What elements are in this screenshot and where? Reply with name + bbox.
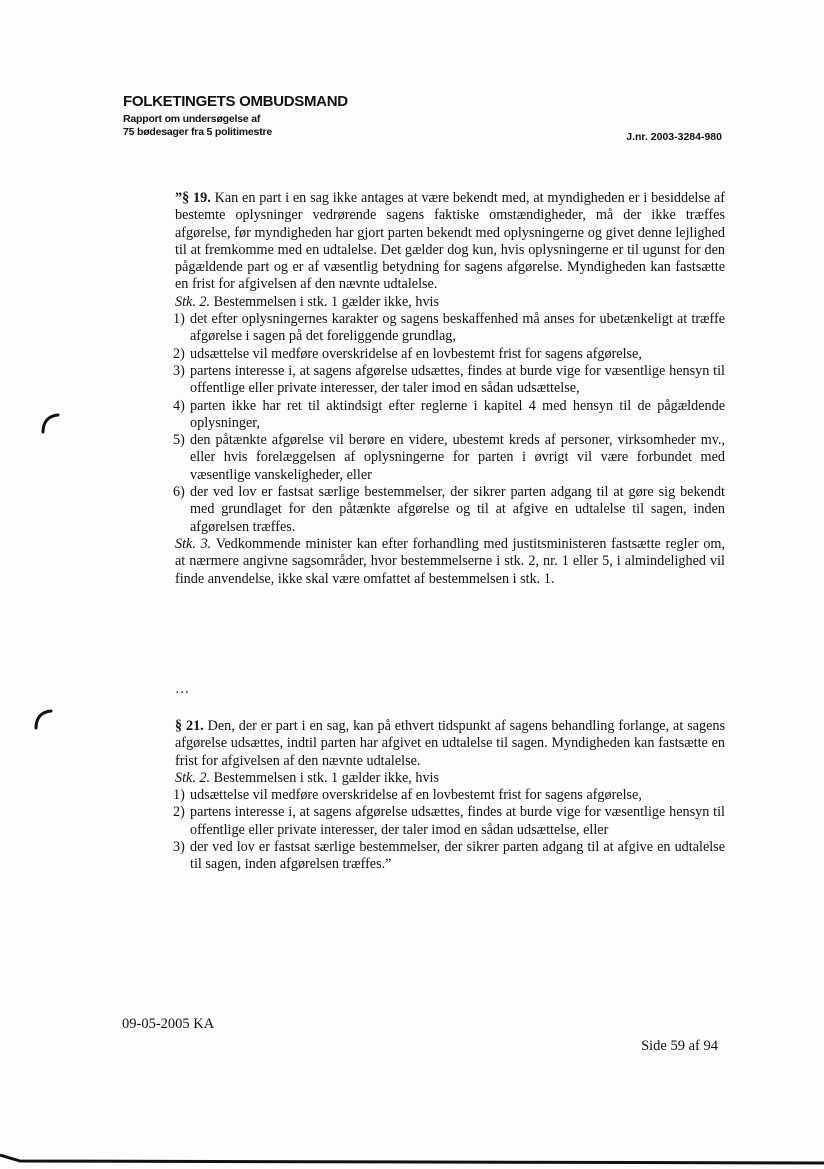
footer-page-number: Side 59 af 94: [641, 1038, 718, 1054]
section-21-heading: § 21.: [175, 718, 204, 734]
list-item: [173, 787, 725, 804]
list-item-text: partens interesse i, at sagens afgørelse udsættes, findes at burde vige for væsentlige hensyn til offentlige eller private interesser, der taler imod en sådan udsættelse,: [190, 362, 725, 397]
stk2-label: Stk. 2.: [175, 293, 211, 310]
list-item: [173, 804, 725, 839]
stk3-label: Stk. 3.: [175, 535, 212, 552]
margin-bracket-mark-icon: [33, 708, 55, 730]
section-19: [175, 190, 725, 588]
list-item-text: der ved lov er fastsat særlige bestemmelser, der sikrer parten adgang til at gøre sig bekendt med grundlaget for den påtænkte afgørelse og til at afgive en udtalelse til sagen, inden afgørelsen træffes.: [190, 484, 725, 535]
list-item-number: 1): [173, 787, 185, 804]
list-item: [173, 311, 725, 346]
section-21-stk2: [175, 770, 725, 787]
list-item-number: 6): [173, 484, 185, 501]
section-19-text: Kan en part i en sag ikke antages at være bekendt med, at myndigheden er i besiddelse af bestemte oplysninger vedrørende sagens faktiske omstændigheder, må der ikke træffes afgørelse, før myndigheden har gjort parten bekendt med oplysningerne og givet denne lejlighed til at fremkomme med en udtalelse. Det gælder dog kun, hvis oplysningerne er til ugunst for den pågældende part og er af væsentlig betydning for sagens afgørelse. Myndigheden kan fastsætte en frist for afgivelsen af den nævnte udtalelse.: [175, 190, 726, 293]
list-item-number: 4): [173, 397, 185, 414]
section-19-heading: ”§ 19.: [175, 190, 211, 206]
list-item-text: partens interesse i, at sagens afgørelse udsættes, findes at burde vige for væsentlige hensyn til offentlige eller private interesser, der taler imod en sådan udsættelse, eller: [190, 804, 725, 838]
ellipsis: …: [175, 681, 190, 697]
list-item-text: parten ikke har ret til aktindsigt efter reglerne i kapitel 4 med hensyn til de pågældende oplysninger,: [190, 397, 725, 431]
list-item-text: udsættelse vil medføre overskridelse af en lovbestemt frist for sagens afgørelse,: [190, 787, 642, 804]
list-item-text: den påtænkte afgørelse vil berøre en videre, ubestemt kreds af personer, virksomheder mv., eller hvis forelæggelsen af oplysningerne for parten i øvrigt vil være forbundet med væsentlige vanskeligheder, eller: [190, 432, 725, 483]
section-21-paragraph: [175, 718, 725, 770]
list-item-number: 3): [173, 362, 185, 379]
list-item: [173, 839, 725, 874]
list-item: [173, 363, 725, 398]
list-item: [173, 432, 725, 484]
header-subtitle-line1: Rapport om undersøgelse af: [123, 113, 261, 125]
list-item-text: det efter oplysningernes karakter og sagens beskaffenhed må anses for ubetænkeligt at træffe afgørelse i sagen på det foreliggende grundlag,: [190, 311, 725, 345]
scan-edge-line: [0, 1153, 824, 1169]
list-item-number: 1): [173, 311, 185, 328]
list-item-text: udsættelse vil medføre overskridelse af en lovbestemt frist for sagens afgørelse,: [190, 345, 642, 362]
journal-number: J.nr. 2003-3284-980: [626, 131, 722, 143]
list-item-text: der ved lov er fastsat særlige bestemmelser, der sikrer parten adgang til at afgive en udtalelse til sagen, inden afgørelsen træffes.”: [190, 839, 725, 873]
section-19-stk2: [175, 294, 725, 311]
stk3-text: Vedkommende minister kan efter forhandling med justitsministeren fastsætte regler om, at nærmere angivne sagsområder, hvor bestemmelserne i stk. 2, nr. 1 eller 5, i almindelighed vil finde anvendelse, ikke skal være omfattet af bestemmelsen i stk. 1.: [175, 535, 725, 587]
stk2-text: Bestemmelsen i stk. 1 gælder ikke, hvis: [213, 769, 440, 786]
list-item-number: 2): [173, 804, 185, 821]
stk2-text: Bestemmelsen i stk. 1 gælder ikke, hvis: [213, 293, 440, 310]
section-21: [175, 718, 725, 874]
list-item: [173, 398, 725, 433]
margin-bracket-mark-icon: [40, 412, 62, 434]
list-item-number: 2): [173, 345, 185, 362]
list-item-number: 3): [173, 839, 185, 856]
header-subtitle-line2: 75 bødesager fra 5 politimestre: [123, 126, 273, 138]
stk2-label: Stk. 2.: [175, 769, 211, 786]
list-item: [173, 346, 725, 363]
footer-date-initials: 09-05-2005 KA: [122, 1016, 215, 1032]
list-item: [173, 484, 725, 536]
section-21-text: Den, der er part i en sag, kan på ethvert tidspunkt af sagens behandling forlange, at sagens afgørelse udsættes, indtil parten har afgivet en udtalelse til sagen. Myndigheden kan fastsætte en frist for afgivelsen af den nævnte udtalelse.: [175, 718, 726, 769]
list-item-number: 5): [173, 432, 185, 449]
section-19-paragraph: [175, 190, 725, 294]
header-title: FOLKETINGETS OMBUDSMAND: [123, 93, 348, 110]
section-19-stk3: [175, 536, 725, 588]
